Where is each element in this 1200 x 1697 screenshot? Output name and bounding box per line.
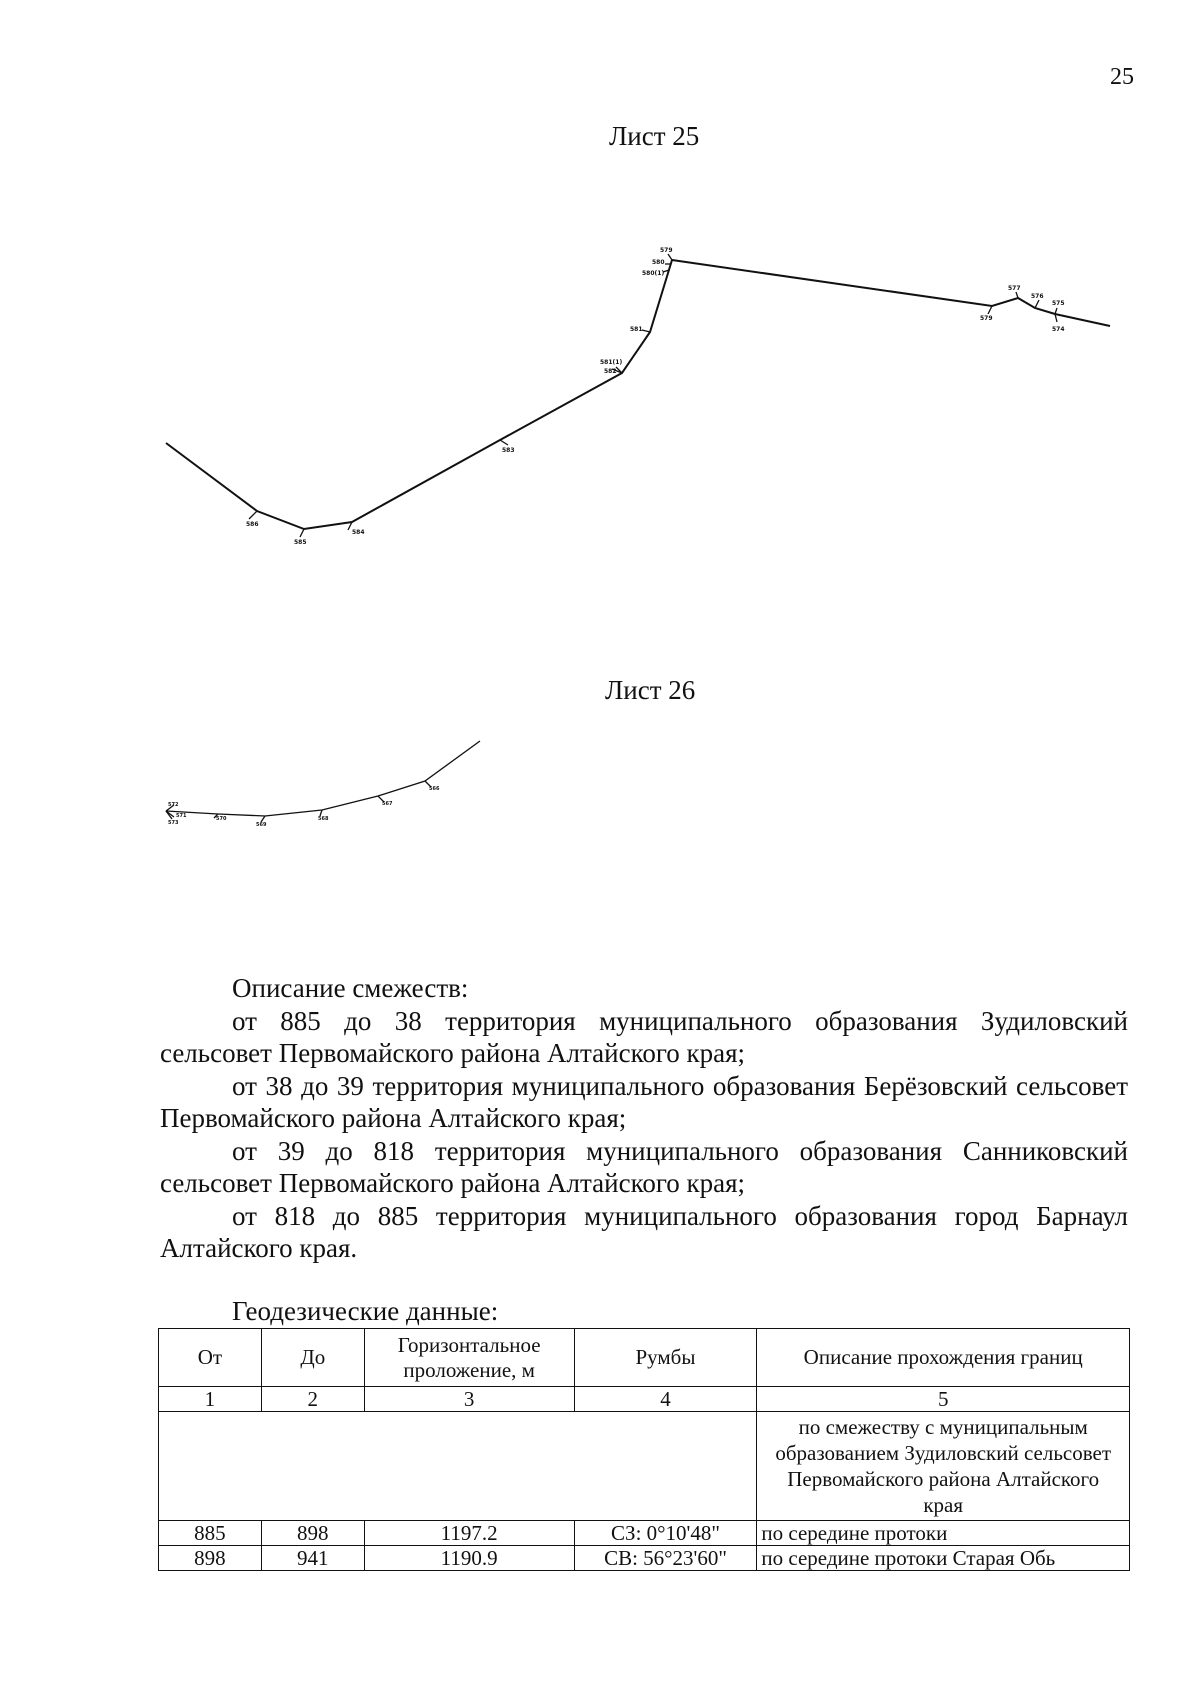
table-section-row (159, 1412, 1130, 1521)
point-label: 569 (256, 822, 267, 828)
sheet-26-title: Лист 26 (605, 675, 696, 705)
point-label: 579 (980, 315, 993, 322)
column-header: От (159, 1329, 262, 1387)
adjacency-description (160, 972, 1128, 1265)
point-label: 583 (502, 447, 515, 454)
point-label: 580(1) (642, 270, 665, 277)
cell-to: 941 (261, 1546, 364, 1571)
column-number: 3 (364, 1387, 574, 1412)
cell-to: 898 (261, 1521, 364, 1546)
point-label: 572 (168, 802, 179, 808)
geodetic-heading: Геодезические данные: (232, 1296, 499, 1326)
cell-bearing: СВ: 56°23'60" (574, 1546, 757, 1571)
point-label: 581(1) (600, 359, 623, 366)
column-header: Горизонтальное проложение, м (364, 1329, 574, 1387)
column-number: 4 (574, 1387, 757, 1412)
cell-description: по середине протоки (757, 1521, 1130, 1546)
point-label: 582 (604, 368, 617, 375)
point-label: 574 (1052, 326, 1065, 333)
adjacency-item: от 39 до 818 территория муниципального образования Санниковский сельсовет Первомайского района Алтайского края; (160, 1135, 1128, 1198)
point-label: 576 (1031, 293, 1044, 300)
point-label: 581 (630, 326, 643, 333)
sheet-25-title: Лист 25 (609, 121, 700, 151)
point-label: 567 (382, 801, 393, 807)
point-label: 568 (318, 816, 329, 822)
point-label: 580 (652, 259, 665, 266)
section-note: по смежеству с муниципальным образованием Зудиловский сельсовет Первомайского района Алтайского края (757, 1412, 1130, 1521)
table-row (159, 1546, 1130, 1571)
column-number: 1 (159, 1387, 262, 1412)
empty-cell (159, 1412, 757, 1521)
column-header: До (261, 1329, 364, 1387)
cell-from: 885 (159, 1521, 262, 1546)
cell-bearing: СЗ: 0°10'48" (574, 1521, 757, 1546)
geodetic-table (158, 1328, 1130, 1571)
column-header: Описание прохождения границ (757, 1329, 1130, 1387)
point-label: 571 (176, 813, 187, 819)
point-label: 579 (660, 247, 673, 254)
cell-length: 1190.9 (364, 1546, 574, 1571)
adjacency-item: от 38 до 39 территория муниципального образования Берёзовский сельсовет Первомайского района Алтайского края; (160, 1070, 1128, 1133)
point-label: 575 (1052, 300, 1065, 307)
adjacency-heading: Описание смежеств: (232, 973, 469, 1003)
point-label: 585 (294, 539, 307, 546)
cell-from: 898 (159, 1546, 262, 1571)
cell-length: 1197.2 (364, 1521, 574, 1546)
point-label: 570 (216, 816, 227, 822)
table-number-row (159, 1387, 1130, 1412)
adjacency-item: от 818 до 885 территория муниципального образования город Барнаул Алтайского края. (160, 1200, 1128, 1263)
column-number: 5 (757, 1387, 1130, 1412)
adjacency-item: от 885 до 38 территория муниципального образования Зудиловский сельсовет Первомайского района Алтайского края; (160, 1005, 1128, 1068)
page-number: 25 (1110, 64, 1134, 90)
point-label: 573 (168, 820, 179, 826)
table-header-row (159, 1329, 1130, 1387)
point-label: 577 (1008, 285, 1021, 292)
boundary-line (166, 741, 480, 816)
point-label: 584 (352, 529, 365, 536)
column-number: 2 (261, 1387, 364, 1412)
table-row (159, 1521, 1130, 1546)
column-header: Румбы (574, 1329, 757, 1387)
point-label: 566 (429, 786, 440, 792)
point-label: 586 (246, 521, 259, 528)
cell-description: по середине протоки Старая Обь (757, 1546, 1130, 1571)
